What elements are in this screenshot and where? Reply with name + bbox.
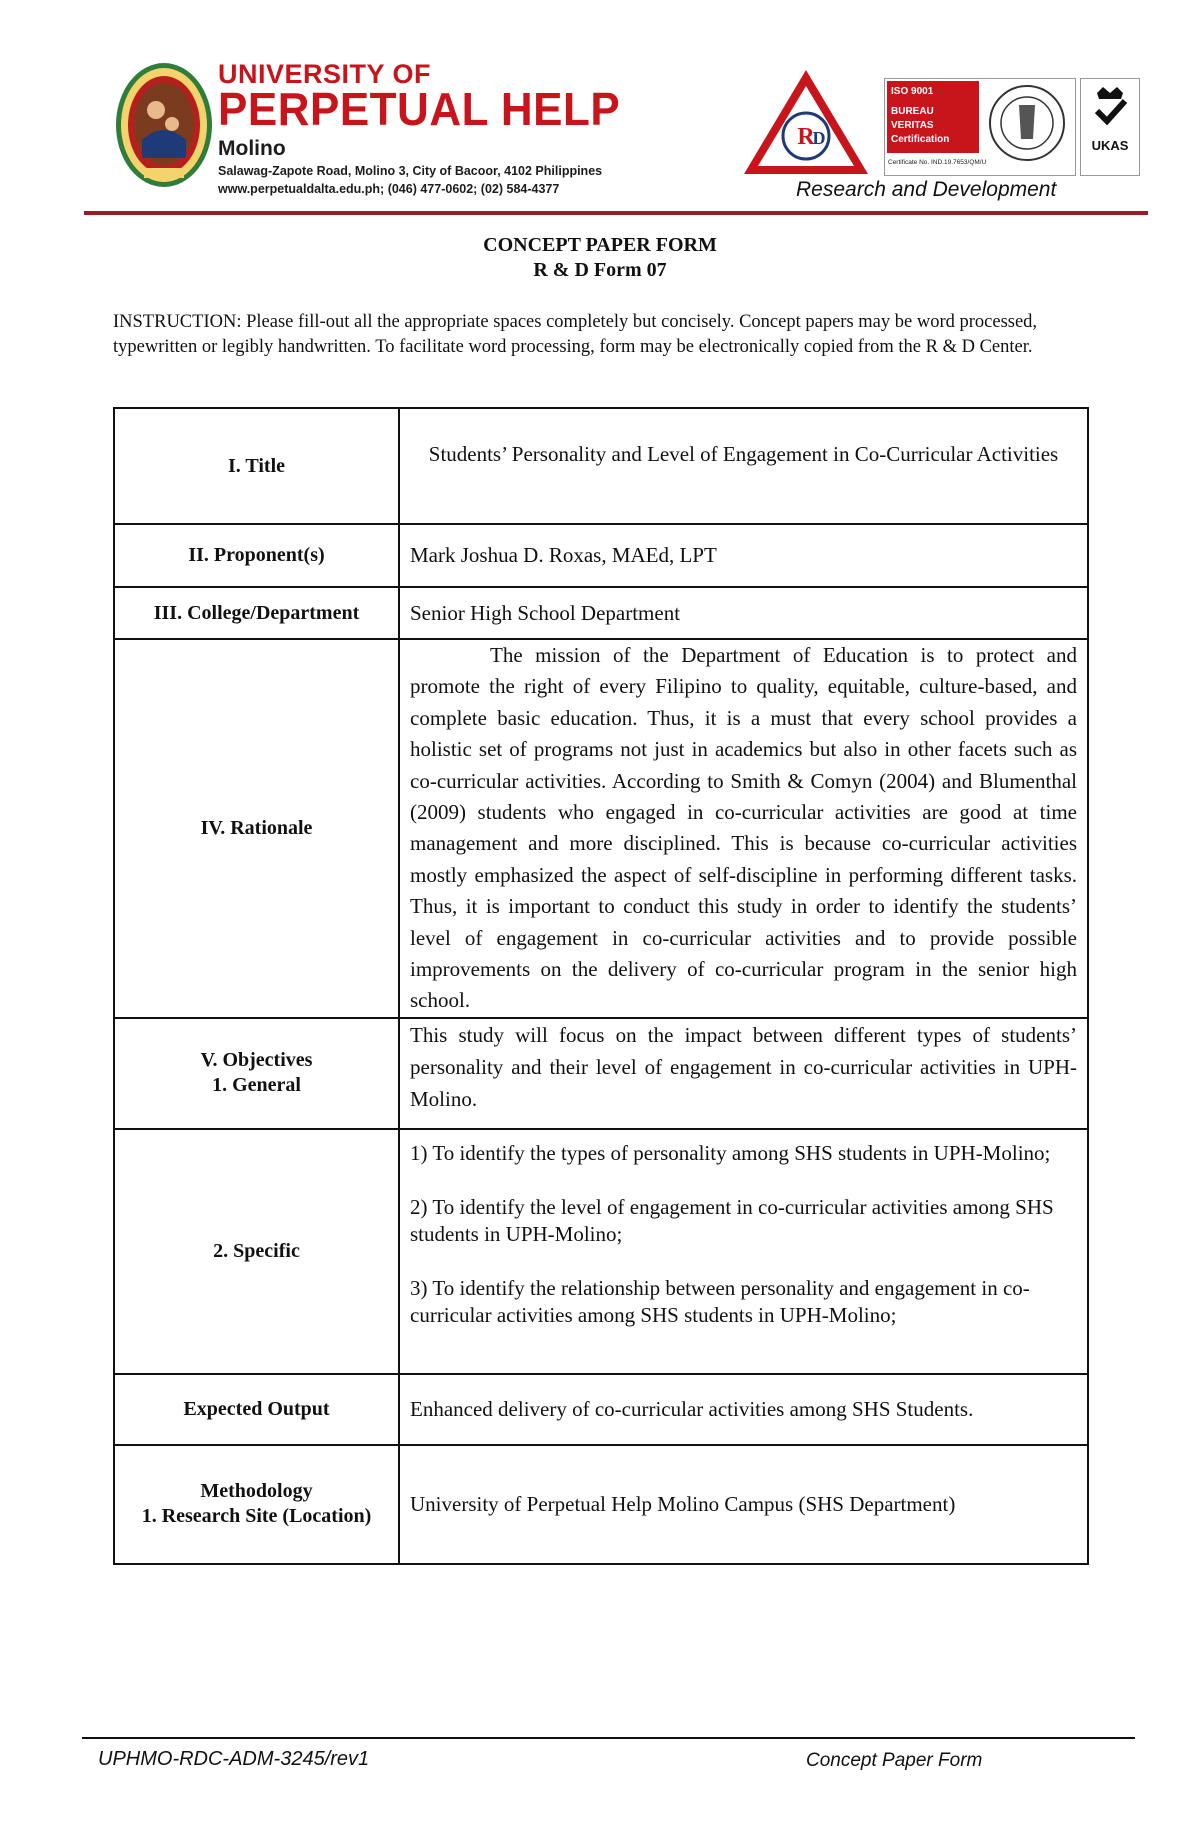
rationale-label: IV. Rationale bbox=[114, 639, 399, 1018]
rationale-value: The mission of the Department of Education is to protect and promote the right of every Filipino to quality, equitable, culture-based, and complete basic education. Thus, it is a must that every school provides a holistic set of programs not just in academics but also in other facets such as co-curricular activities. According to Smith & Comyn (2004) and Blumenthal (2009) students who engaged in co-curricular activities are good at time management and more disciplined. This is because co-curricular activities mostly emphasized the aspect of self-discipline in performing different tasks. Thus, it is important to conduct this study in order to identify the students’ level of engagement in co-curricular activities and to provide possible improvements on the delivery of co-curricular program in the senior high school. bbox=[399, 639, 1088, 1018]
svg-text:R: R bbox=[797, 124, 815, 150]
ukas-crown-check-icon bbox=[1085, 83, 1135, 133]
proponent-label: II. Proponent(s) bbox=[114, 524, 399, 587]
college-value: Senior High School Department bbox=[399, 587, 1088, 639]
college-label: III. College/Department bbox=[114, 587, 399, 639]
footer-document-code: UPHMO-RDC-ADM-3245/rev1 bbox=[98, 1748, 370, 1770]
output-label: Expected Output bbox=[114, 1374, 399, 1445]
cert-certification: Certification bbox=[891, 134, 950, 145]
university-name-line1: UNIVERSITY OF bbox=[218, 59, 432, 89]
proponent-value: Mark Joshua D. Roxas, MAEd, LPT bbox=[399, 524, 1088, 587]
bureau-veritas-cert bbox=[884, 78, 1076, 176]
university-address: Salawag-Zapote Road, Molino 3, City of Bacoor, 4102 Philippines bbox=[218, 164, 603, 178]
svg-text:D: D bbox=[812, 128, 826, 148]
methodology-label: Methodology bbox=[200, 1480, 313, 1503]
title-label: I. Title bbox=[114, 408, 399, 524]
university-contact: www.perpetualdalta.edu.ph; (046) 477-0602; (02) 584-4377 bbox=[218, 182, 560, 196]
cert-number: Certificate No. IND.19.7653/QM/U bbox=[888, 159, 987, 166]
specific-label: 2. Specific bbox=[114, 1129, 399, 1374]
rd-center-logo bbox=[740, 66, 872, 180]
bureau-veritas-seal-icon bbox=[985, 83, 1069, 163]
table-row-proponent bbox=[114, 524, 1088, 587]
footer-form-title: Concept Paper Form bbox=[806, 1750, 983, 1771]
cert-bureau: BUREAU VERITAS bbox=[891, 106, 934, 131]
form-subtitle: R & D Form 07 bbox=[533, 259, 667, 281]
form-title: CONCEPT PAPER FORM bbox=[483, 234, 717, 256]
university-name-block bbox=[218, 60, 620, 198]
university-seal-logo bbox=[114, 60, 214, 190]
research-site-label: 1. Research Site (Location) bbox=[141, 1505, 372, 1528]
table-row-title bbox=[114, 408, 1088, 524]
ukas-cert bbox=[1080, 78, 1140, 176]
header-divider bbox=[84, 211, 1148, 215]
rd-center-label: Research and Development bbox=[796, 178, 1057, 201]
ukas-text: UKAS bbox=[1091, 138, 1129, 153]
specific-item: 3) To identify the relationship between personality and engagement in co-curricular activities among SHS students in UPH-Molino; bbox=[410, 1275, 1030, 1327]
methodology-label-cell bbox=[114, 1445, 399, 1564]
table-row-college bbox=[114, 587, 1088, 639]
certification-block bbox=[884, 78, 1140, 174]
cert-iso: ISO 9001 bbox=[891, 86, 934, 97]
footer-divider bbox=[82, 1737, 1135, 1739]
concept-paper-table bbox=[113, 407, 1089, 1565]
specific-item: 1) To identify the types of personality among SHS students in UPH-Molino; bbox=[410, 1140, 1051, 1165]
specific-item: 2) To identify the level of engagement in co-curricular activities among SHS students in UPH-Molino; bbox=[410, 1194, 1054, 1246]
research-site-value: University of Perpetual Help Molino Campus (SHS Department) bbox=[399, 1445, 1088, 1564]
output-value: Enhanced delivery of co-curricular activities among SHS Students. bbox=[399, 1374, 1088, 1445]
general-value: This study will focus on the impact between different types of students’ personality and their level of engagement in co-curricular activities in UPH-Molino. bbox=[399, 1018, 1088, 1129]
table-row-expected-output bbox=[114, 1374, 1088, 1445]
table-row-specific bbox=[114, 1129, 1088, 1374]
campus-name: Molino bbox=[218, 137, 286, 160]
objectives-general-label-cell bbox=[114, 1018, 399, 1129]
table-row-objectives-general bbox=[114, 1018, 1088, 1129]
objectives-label: V. Objectives bbox=[200, 1049, 313, 1072]
table-row-rationale bbox=[114, 639, 1088, 1018]
form-instruction: INSTRUCTION: Please fill-out all the appropriate spaces completely but concisely. Concept papers may be word processed, typewritten or legibly handwritten. To facilitate word processing, form may be electronically copied from the R & D Center. bbox=[113, 312, 1038, 357]
title-value: Students’ Personality and Level of Engagement in Co-Curricular Activities bbox=[399, 408, 1088, 524]
table-row-methodology bbox=[114, 1445, 1088, 1564]
university-name-line2: PERPETUAL HELP bbox=[218, 83, 621, 136]
specific-items bbox=[399, 1129, 1088, 1374]
general-label: 1. General bbox=[212, 1074, 301, 1097]
